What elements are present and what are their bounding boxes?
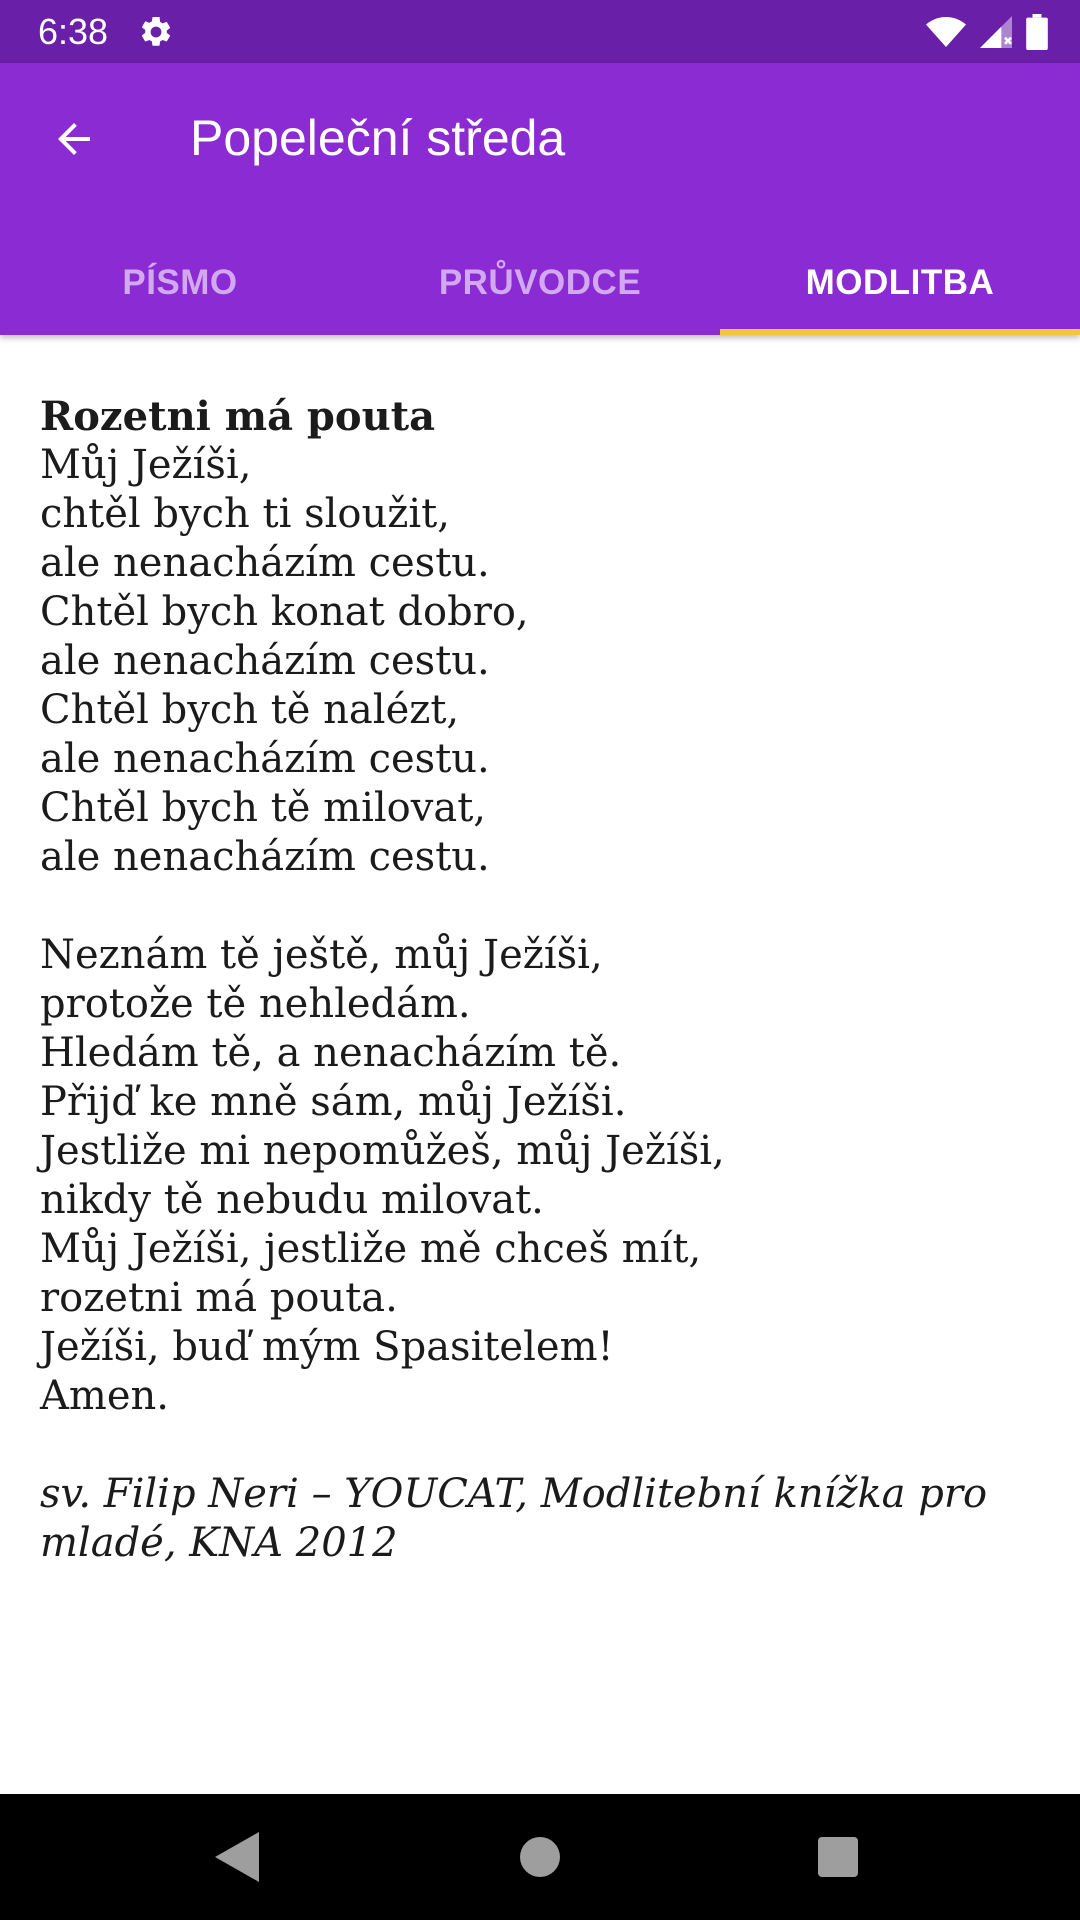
- prayer-stanza-1: [40, 441, 1040, 882]
- stanza-spacer: [40, 882, 1040, 931]
- prayer-line: Můj Ježíši, jestliže mě chceš mít,: [40, 1226, 702, 1272]
- prayer-line: Jestliže mi nepomůžeš, můj Ježíši,: [40, 1128, 725, 1174]
- cell-signal-icon: [980, 16, 1012, 48]
- tab-pismo[interactable]: PÍSMO: [122, 263, 238, 302]
- prayer-line: ale nenacházím cestu.: [40, 834, 490, 880]
- prayer-line: Hledám tě, a nenacházím tě.: [40, 1030, 622, 1076]
- page-title: Popeleční středa: [190, 110, 566, 166]
- system-nav-bar: [0, 1794, 1080, 1920]
- nav-home-circle-icon: [520, 1837, 560, 1877]
- prayer-line: Chtěl bych tě milovat,: [40, 785, 486, 831]
- prayer-stanza-2: [40, 931, 1040, 1421]
- battery-icon: [1026, 14, 1048, 50]
- nav-back-triangle-icon: [215, 1832, 259, 1882]
- prayer-line: nikdy tě nebudu milovat.: [40, 1177, 544, 1223]
- nav-home-button[interactable]: [507, 1824, 573, 1890]
- prayer-line: ale nenacházím cestu.: [40, 540, 490, 586]
- prayer-line: Amen.: [40, 1373, 169, 1419]
- nav-recents-button[interactable]: [805, 1824, 871, 1890]
- prayer-line: rozetni má pouta.: [40, 1275, 398, 1321]
- prayer-source: sv. Filip Neri – YOUCAT, Modlitební knížka pro mladé, KNA 2012: [40, 1471, 988, 1566]
- arrow-back-icon: [50, 115, 98, 163]
- stanza-spacer: [40, 1421, 1040, 1470]
- prayer-line: Chtěl bych konat dobro,: [40, 589, 529, 635]
- prayer-line: Ježíši, buď mým Spasitelem!: [40, 1324, 614, 1370]
- nav-back-button[interactable]: [204, 1824, 270, 1890]
- status-time: 6:38: [38, 11, 109, 52]
- tab-bar: [0, 231, 1080, 335]
- prayer-title: Rozetni má pouta: [40, 393, 436, 440]
- prayer-line: protože tě nehledám.: [40, 981, 471, 1027]
- prayer-line: Chtěl bych tě nalézt,: [40, 687, 460, 733]
- status-bar: [0, 0, 1080, 63]
- prayer-content: [40, 392, 1040, 1568]
- status-icons: [926, 14, 1048, 50]
- prayer-line: chtěl bych ti sloužit,: [40, 491, 450, 537]
- back-button[interactable]: [38, 103, 110, 175]
- app-bar: [0, 63, 1080, 335]
- wifi-icon: [926, 17, 966, 47]
- nav-recents-square-icon: [818, 1837, 858, 1877]
- settings-gear-icon: [138, 14, 174, 50]
- prayer-line: ale nenacházím cestu.: [40, 736, 490, 782]
- tab-modlitba[interactable]: MODLITBA: [720, 231, 1080, 335]
- tab-pruvodce[interactable]: PRŮVODCE: [438, 263, 642, 302]
- prayer-line: Přijď ke mně sám, můj Ježíši.: [40, 1079, 627, 1125]
- prayer-line: Neznám tě ještě, můj Ježíši,: [40, 932, 603, 978]
- prayer-line: ale nenacházím cestu.: [40, 638, 490, 684]
- prayer-line: Můj Ježíši,: [40, 442, 252, 488]
